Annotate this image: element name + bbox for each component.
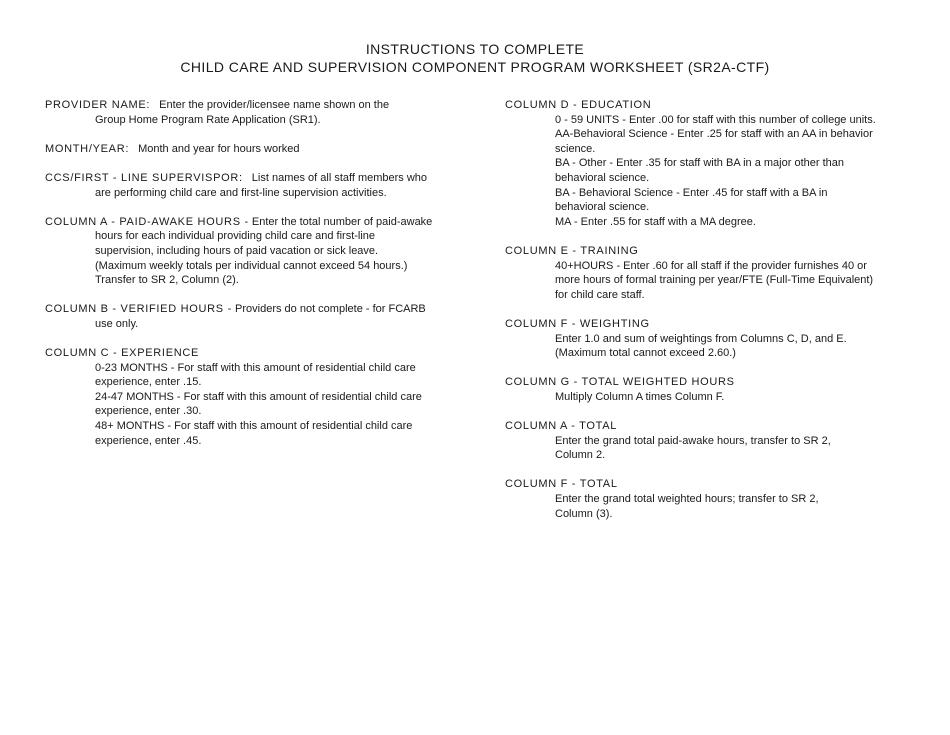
section-line: use only.: [95, 317, 139, 330]
section-label: COLUMN F - TOTAL: [505, 478, 618, 491]
section-label: COLUMN A - PAID-AWAKE HOURS -: [45, 215, 249, 228]
section-label: MONTH/YEAR:: [45, 142, 130, 155]
section-line: experience, enter .15.: [95, 376, 202, 389]
section-label: COLUMN G - TOTAL WEIGHTED HOURS: [505, 376, 735, 389]
section-column-a-total: [505, 419, 915, 463]
section-text: Month and year for hours worked: [138, 142, 300, 155]
section-line: Multiply Column A times Column F.: [555, 390, 725, 403]
section-column-b: [45, 302, 465, 331]
section-label: COLUMN C - EXPERIENCE: [45, 347, 200, 360]
section-label: PROVIDER NAME:: [45, 99, 151, 111]
section-line: experience, enter .30.: [95, 405, 202, 418]
section-line: BA - Behavioral Science - Enter .45 for staff with a BA in: [555, 186, 828, 199]
section-line: behavioral science.: [555, 171, 650, 184]
section-line: Column (3).: [555, 507, 613, 520]
doc-title-line-2: CHILD CARE AND SUPERVISION COMPONENT PROGRAM WORKSHEET (SR2A-CTF): [180, 59, 770, 75]
section-column-a: [45, 215, 465, 288]
section-line: MA - Enter .55 for staff with a MA degree.: [555, 215, 756, 228]
section-line: (Maximum total cannot exceed 2.60.): [555, 347, 736, 360]
section-line: Transfer to SR 2, Column (2).: [95, 274, 239, 287]
section-column-e: [505, 244, 915, 302]
left-column: [45, 98, 465, 463]
section-line: (Maximum weekly totals per individual cannot exceed 54 hours.): [95, 259, 408, 272]
section-column-c: [45, 346, 465, 448]
section-line: Enter 1.0 and sum of weightings from Columns C, D, and E.: [555, 332, 847, 345]
section-column-f: [505, 317, 915, 361]
section-line: behavioral science.: [555, 201, 650, 214]
section-month-year: [45, 142, 465, 157]
section-provider-name: [45, 98, 465, 127]
section-line: 0-23 MONTHS - For staff with this amount of residential child care: [95, 361, 416, 374]
section-line: more hours of formal training per year/FTE (Full-Time Equivalent): [555, 274, 874, 287]
section-line: for child care staff.: [555, 288, 645, 301]
section-line: Column 2.: [555, 449, 606, 462]
right-column: [505, 98, 915, 536]
section-text: Providers do not complete - for FCARB: [235, 303, 426, 316]
section-text: Enter the provider/licensee name shown on the: [159, 99, 390, 111]
section-line: are performing child care and first-line supervision activities.: [95, 186, 387, 199]
section-line: BA - Other - Enter .35 for staff with BA in a major other than: [555, 157, 844, 170]
section-label: CCS/FIRST - LINE SUPERVISPOR:: [45, 171, 243, 184]
section-ccs-supervisor: [45, 171, 465, 200]
doc-title-line-1: INSTRUCTIONS TO COMPLETE: [365, 41, 585, 57]
section-line: 40+HOURS - Enter .60 for all staff if the provider furnishes 40 or: [555, 259, 867, 272]
section-label: COLUMN A - TOTAL: [505, 420, 618, 433]
section-line: Enter the grand total weighted hours; transfer to SR 2,: [555, 493, 819, 506]
section-line: supervision, including hours of paid vacation or sick leave.: [95, 244, 379, 257]
section-line: 24-47 MONTHS - For staff with this amount of residential child care: [95, 390, 422, 403]
section-text: Enter the total number of paid-awake: [251, 215, 433, 228]
section-line: experience, enter .45.: [95, 434, 202, 447]
section-line: 0 - 59 UNITS - Enter .00 for staff with this number of college units.: [555, 113, 876, 126]
section-label: COLUMN E - TRAINING: [505, 244, 639, 257]
section-line: science.: [555, 142, 596, 155]
section-label: COLUMN D - EDUCATION: [505, 99, 652, 111]
section-text: List names of all staff members who: [251, 171, 428, 184]
section-line: Group Home Program Rate Application (SR1).: [95, 113, 321, 126]
section-line: 48+ MONTHS - For staff with this amount of residential child care: [95, 420, 413, 433]
section-column-f-total: [505, 477, 915, 521]
section-label: COLUMN B - VERIFIED HOURS -: [45, 303, 232, 316]
section-line: AA-Behavioral Science - Enter .25 for staff with an AA in behavior: [555, 128, 873, 141]
section-line: hours for each individual providing child care and first-line: [95, 230, 376, 243]
section-column-g: [505, 375, 915, 404]
section-line: Enter the grand total paid-awake hours, transfer to SR 2,: [555, 434, 831, 447]
section-column-d: [505, 98, 915, 229]
section-label: COLUMN F - WEIGHTING: [505, 317, 650, 330]
